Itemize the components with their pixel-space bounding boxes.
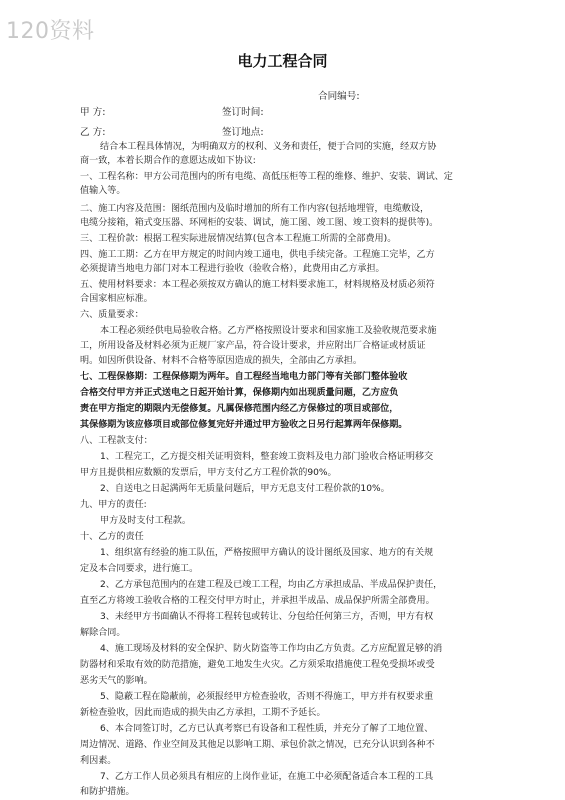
section-7-line: 其保修期为该应修项目或部位修复完好并通过甲方验收之日另行起算两年保修期。 — [80, 420, 408, 430]
section-10-item: 1、组织富有经验的施工队伍，严格按照甲方确认的设计图纸及国家、地方的有关规 — [100, 548, 434, 558]
section-10-item: 5、隐蔽工程在隐蔽前，必须报经甲方检查验收，否则不得施工，甲方并有权要求重 — [100, 692, 434, 702]
section-7-line: 责在甲方指定的期限内无偿修复。凡属保修范围内经乙方保修过的项目或部位， — [80, 404, 399, 414]
section-7-line: 合格交付甲方并正式送电之日起开始计算，保修期内如出现质量问题，乙方应负 — [80, 388, 399, 398]
section-10-item: 7、乙方工作人员必须具有相应的上岗作业证，在施工中必须配备适合本工程的工具 — [100, 772, 434, 782]
section-8-item-1: 甲方且提供相应数额的发票后，甲方支付乙方工程价款的90%。 — [80, 468, 337, 478]
section-5-line: 五、使用材料要求：本工程必须按双方确认的施工材料要求施工，材料规格及材质必须符 — [80, 280, 435, 290]
section-10-title: 十、乙方的责任 — [80, 532, 144, 542]
intro-line: 商一致，本着长期合作的意愿达成如下协议: — [80, 156, 256, 166]
section-10-item: 4、施工现场及材料的安全保护、防火防盗等工作均由乙方负责。乙方应配置足够的消 — [100, 644, 443, 654]
section-10-item: 恶劣天气的影响。 — [80, 676, 153, 686]
section-1-line: 值输入等。 — [80, 186, 126, 196]
section-1-line: 一、工程名称：甲方公司范围内的所有电缆、高低压柜等工程的维修、维护、安装、调试、定 — [80, 172, 453, 182]
section-10-item: 周边情况、道路、作业空间及其他足以影响工期、承包价款之情况，已充分认识到各种不 — [80, 740, 435, 750]
section-6-line: 工，所用设备及材料必须为正规厂家产品，符合设计要求，并应附出厂合格证或材质证 — [80, 341, 426, 351]
contract-number-label: 合同编号: — [318, 91, 360, 102]
sign-place-label: 签订地点: — [222, 127, 264, 138]
section-8-item-2: 2、自送电之日起满两年无质量问题后，甲方无息支付工程价款的10%。 — [100, 484, 390, 494]
section-10-item: 利因素。 — [80, 756, 117, 766]
section-4-line: 四、施工工期：乙方在甲方规定的时间内竣工通电，供电手续完备。工程施工完毕，乙方 — [80, 250, 435, 260]
section-10-item: 直至乙方将竣工验收合格的工程交付甲方时止，并承担半成品、成品保护所需全部费用。 — [80, 596, 435, 606]
section-10-item: 6、本合同签订时，乙方已认真考察已有设备和工程性质，并充分了解了工地位置、 — [100, 724, 434, 734]
section-6-title: 六、质量要求： — [80, 310, 144, 320]
page-title: 电力工程合同 — [237, 52, 328, 70]
party-a-label: 甲 方: — [80, 107, 106, 118]
watermark: 120资料 — [6, 19, 95, 44]
section-10-item: 防器材和采取有效的防范措施，避免工地发生火灾。乙方须采取措施使工程免受损坏或受 — [80, 660, 435, 670]
section-2-line: 二、施工内容及范围：图纸范围内及临时增加的所有工作内容(包括地埋管，电缆敷设， — [80, 204, 430, 214]
section-10-item: 定及本合同要求，进行施工。 — [80, 564, 199, 574]
section-2-line: 电缆分接箱，箱式变压器、环网柜的安装、调试，施工图、竣工图、竣工资料的提供等)。 — [80, 218, 439, 228]
section-10-item: 和防护措施。 — [80, 787, 135, 797]
section-8-title: 八、工程款支付： — [80, 436, 153, 446]
intro-line: 结合本工程具体情况，为明确双方的权利、义务和责任，便于合同的实施，经双方协 — [100, 142, 437, 152]
section-10-item: 2、乙方承包范围内的在建工程及已竣工工程，均由乙方承担成品、半成品保护责任， — [100, 580, 443, 590]
section-7-line: 七、工程保修期：工程保修期为两年。自工程经当地电力部门等有关部门整体验收 — [80, 372, 408, 382]
section-9-title: 九、甲方的责任: — [80, 500, 147, 510]
section-6-line: 本工程必须经供电局验收合格。乙方严格按照设计要求和国家施工及验收规范要求施 — [100, 326, 437, 336]
section-8-item-1: 1、工程完工，乙方提交相关证明资料，整套竣工资料及电力部门验收合格证明移交 — [100, 452, 434, 462]
section-5-line: 合国家相应标准。 — [80, 294, 153, 304]
sign-time-label: 签订时间: — [222, 107, 264, 118]
party-b-label: 乙 方: — [80, 127, 106, 138]
section-4-line: 必须提请当地电力部门对本工程进行验收（验收合格），此费用由乙方承担。 — [80, 264, 385, 274]
section-3-line: 三、工程价款：根据工程实际进展情况结算(包含本工程施工所需的全部费用)。 — [80, 234, 397, 244]
section-10-item: 新检查验收，因此而造成的损失由乙方承担，工期不予延长。 — [80, 708, 326, 718]
section-6-line: 明。如因所供设备、材料不合格等原因造成的损失，全部由乙方承担。 — [80, 356, 362, 366]
section-10-item: 解除合同。 — [80, 628, 126, 638]
section-10-item: 3、未经甲方书面确认不得将工程转包或转让、分包给任何第三方，否则，甲方有权 — [100, 612, 434, 622]
section-9-line: 甲方及时支付工程款。 — [100, 516, 191, 526]
